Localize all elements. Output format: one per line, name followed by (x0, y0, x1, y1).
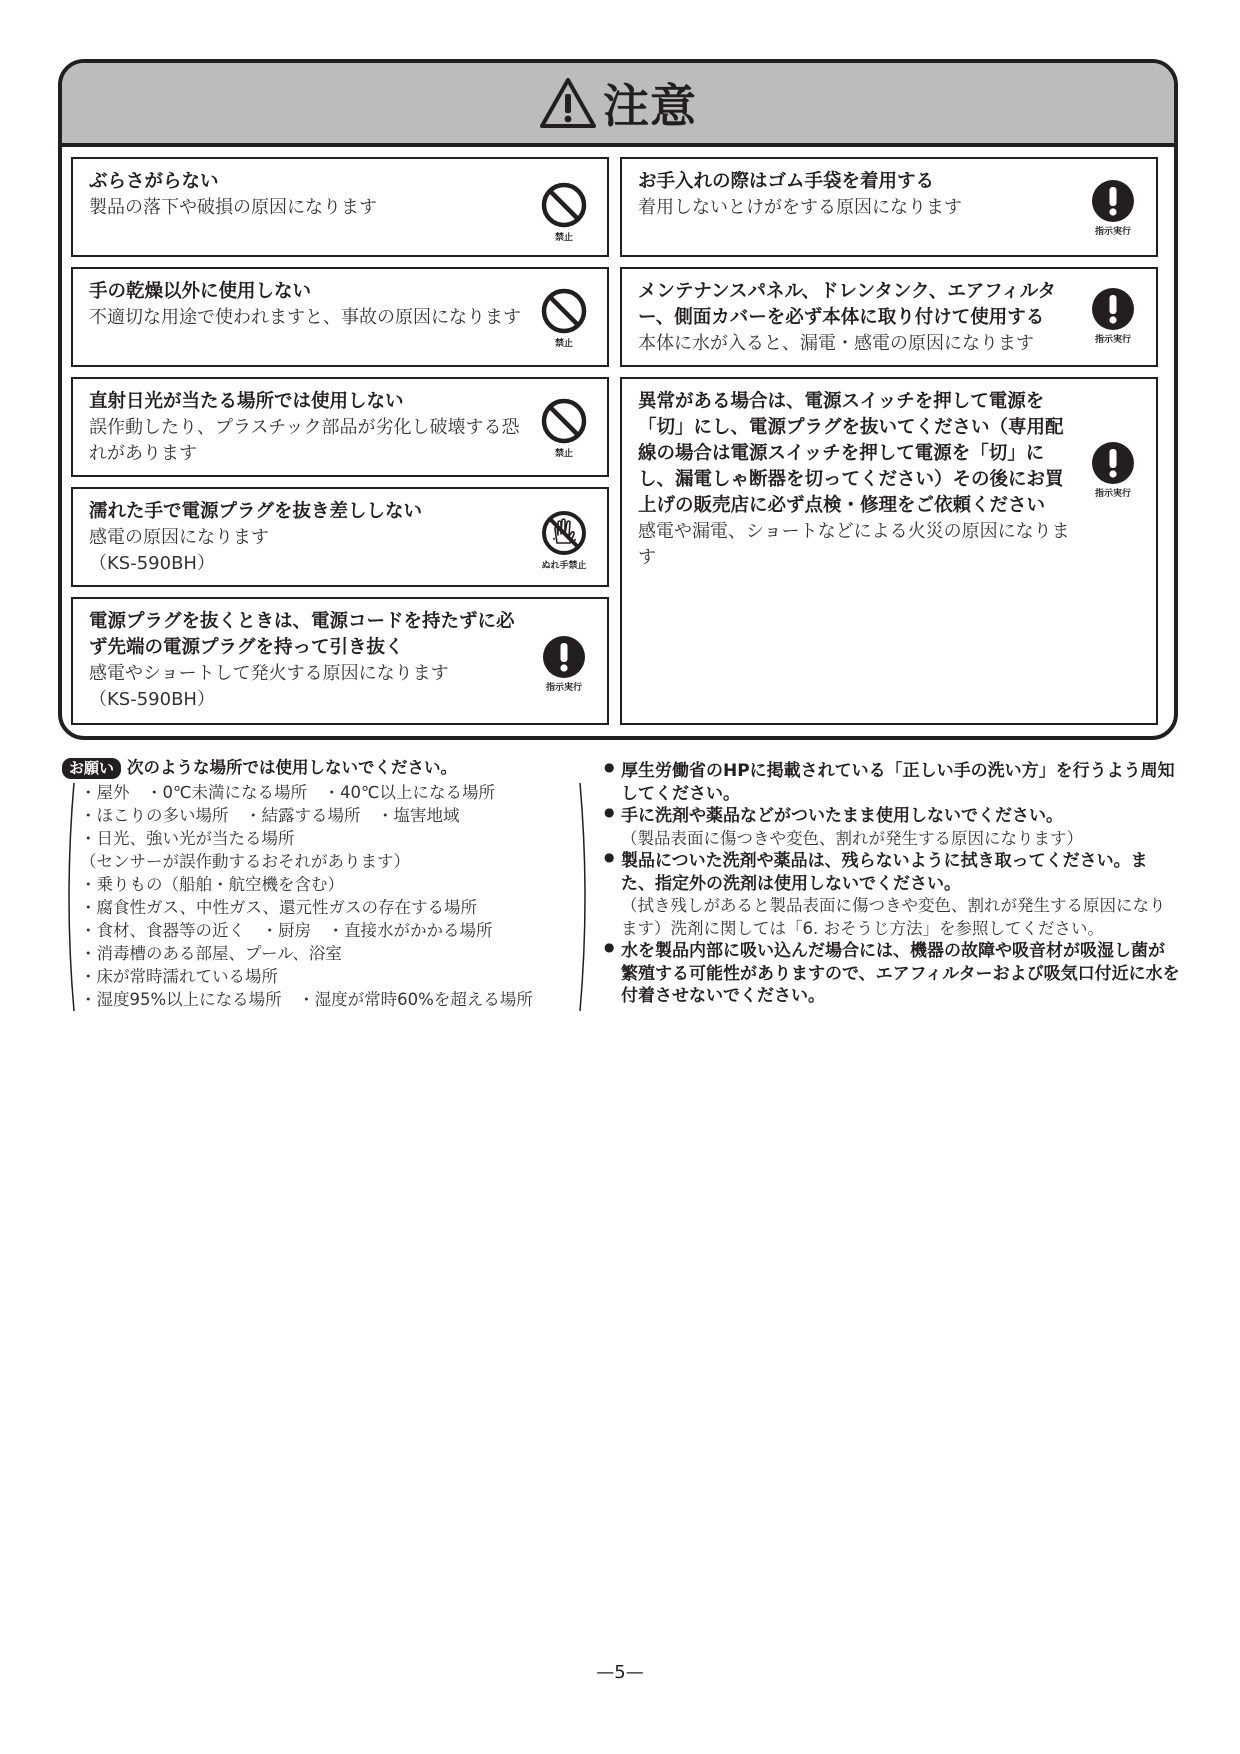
caution-item-symbol: 指示実行 (1084, 441, 1142, 499)
request-line: ・食材、食器等の近く ・厨房 ・直接水がかかる場所 (80, 921, 493, 940)
caution-item-desc: 本体に水が入ると、漏電・感電の原因になります (638, 333, 1034, 354)
right-bracket-icon (578, 781, 592, 1013)
bullet-item: ● 手に洗剤や薬品などがついたまま使用しないでください。 （製品表面に傷つきや変色、割れが発生する原因になります） (604, 805, 1180, 850)
caution-item-title: メンテナンスパネル、ドレンタンク、エアフィルター、側面カバーを必ず本体に取り付けて使用する (638, 281, 1057, 328)
bullet-notes (604, 760, 1180, 1008)
request-list (62, 781, 592, 1011)
caution-item-desc: 感電や漏電、ショートなどによる火災の原因になります (638, 521, 1070, 568)
caution-item-desc: 感電やショートして発火する原因になります (89, 663, 449, 684)
request-line: ・湿度95%以上になる場所 ・湿度が常時60%を超える場所 (80, 990, 533, 1009)
request-heading-row (62, 756, 592, 779)
caution-item-unplug-by-plug (71, 597, 609, 725)
caution-item-desc: 不適切な用途で使われますと、事故の原因になります (89, 307, 521, 328)
warning-triangle-icon (539, 77, 597, 129)
caution-item-symbol: ぬれ手禁止 (535, 509, 593, 571)
request-section (62, 756, 592, 1011)
request-line: ・消毒槽のある部屋、プール、浴室 (80, 944, 342, 963)
caution-item-title: ぶらさがらない (89, 171, 219, 192)
caution-item-symbol: 禁止 (535, 181, 593, 243)
caution-item-title: 濡れた手で電源プラグを抜き差ししない (89, 501, 423, 522)
caution-item-title: 異常がある場合は、電源スイッチを押して電源を「切」にし、電源プラグを抜いてください（専用配線の場合は電源スイッチを押して電源を「切」にし、漏電しゃ断器を切ってください）その後にお買上げの販売店に必ず点検・修理をご依頼ください (638, 391, 1064, 516)
instruction-icon (1091, 179, 1135, 223)
prohibited-icon (540, 397, 588, 445)
wet-hand-prohibited-icon (540, 509, 588, 557)
caution-item-model-note: （KS-590BH） (89, 553, 215, 574)
caution-item-title: お手入れの際はゴム手袋を着用する (638, 171, 935, 192)
caution-title: 注意 (603, 79, 697, 133)
caution-item-rubber-gloves (620, 157, 1158, 257)
caution-item-symbol: 指示実行 (535, 635, 593, 693)
instruction-icon (1091, 287, 1135, 331)
caution-item-desc: 着用しないとけがをする原因になります (638, 197, 962, 218)
request-line: ・床が常時濡れている場所 (80, 967, 278, 986)
caution-item-title: 手の乾燥以外に使用しない (89, 281, 312, 302)
caution-item-no-direct-sunlight (71, 377, 609, 477)
request-line: ・乗りもの（船舶・航空機を含む） (80, 875, 344, 894)
caution-item-symbol: 禁止 (535, 287, 593, 349)
request-line: ・ほこりの多い場所 ・結露する場所 ・塩害地域 (80, 806, 460, 825)
instruction-icon (1091, 441, 1135, 485)
caution-item-title: 直射日光が当たる場所では使用しない (89, 391, 404, 412)
bullet-item: ● 水を製品内部に吸い込んだ場合には、機器の故障や吸音材が吸湿し菌が繁殖する可能性がありますので、エアフィルターおよび吸気口付近に水を付着させないでください。 (604, 940, 1180, 1008)
request-badge: お願い (62, 758, 121, 779)
caution-item-desc: 感電の原因になります (89, 527, 269, 548)
request-line: ・日光、強い光が当たる場所 (80, 829, 295, 848)
page-number: —5— (596, 1662, 644, 1683)
caution-item-attach-panels (620, 267, 1158, 367)
prohibited-icon (540, 181, 588, 229)
caution-header (62, 63, 1174, 147)
request-line: ・腐食性ガス、中性ガス、還元性ガスの存在する場所 (80, 898, 477, 917)
caution-item-symbol: 禁止 (535, 397, 593, 459)
caution-item-hand-drying-only (71, 267, 609, 367)
caution-item-desc: 製品の落下や破損の原因になります (89, 197, 377, 218)
caution-item-wet-hands (71, 487, 609, 587)
instruction-icon (542, 635, 586, 679)
prohibited-icon (540, 287, 588, 335)
caution-item-model-note: （KS-590BH） (89, 689, 215, 710)
request-line: ・屋外 ・0℃未満になる場所 ・40℃以上になる場所 (80, 783, 496, 802)
caution-item-symbol: 指示実行 (1084, 179, 1142, 237)
bullet-item: ● 製品についた洗剤や薬品は、残らないように拭き取ってください。また、指定外の洗剤は使用しないでください。 （拭き残しがあると製品表面に傷つきや変色、割れが発生する原因になります）洗剤に関しては「6. おそうじ方法」を参照してください。 (604, 850, 1180, 940)
caution-item-no-hanging (71, 157, 609, 257)
request-heading: 次のような場所では使用しないでください。 (127, 758, 458, 777)
caution-panel (58, 59, 1178, 740)
caution-item-title: 電源プラグを抜くときは、電源コードを持たずに必ず先端の電源プラグを持って引き抜く (89, 611, 515, 658)
caution-item-abnormality (620, 377, 1158, 725)
caution-item-symbol: 指示実行 (1084, 287, 1142, 345)
request-line: （センサーが誤作動するおそれがあります） (80, 852, 410, 871)
left-bracket-icon (62, 781, 76, 1013)
bullet-item: ● 厚生労働省のHPに掲載されている「正しい手の洗い方」を行うよう周知してください。 (604, 760, 1180, 805)
caution-item-desc: 誤作動したり、プラスチック部品が劣化し破壊する恐れがあります (89, 417, 520, 464)
